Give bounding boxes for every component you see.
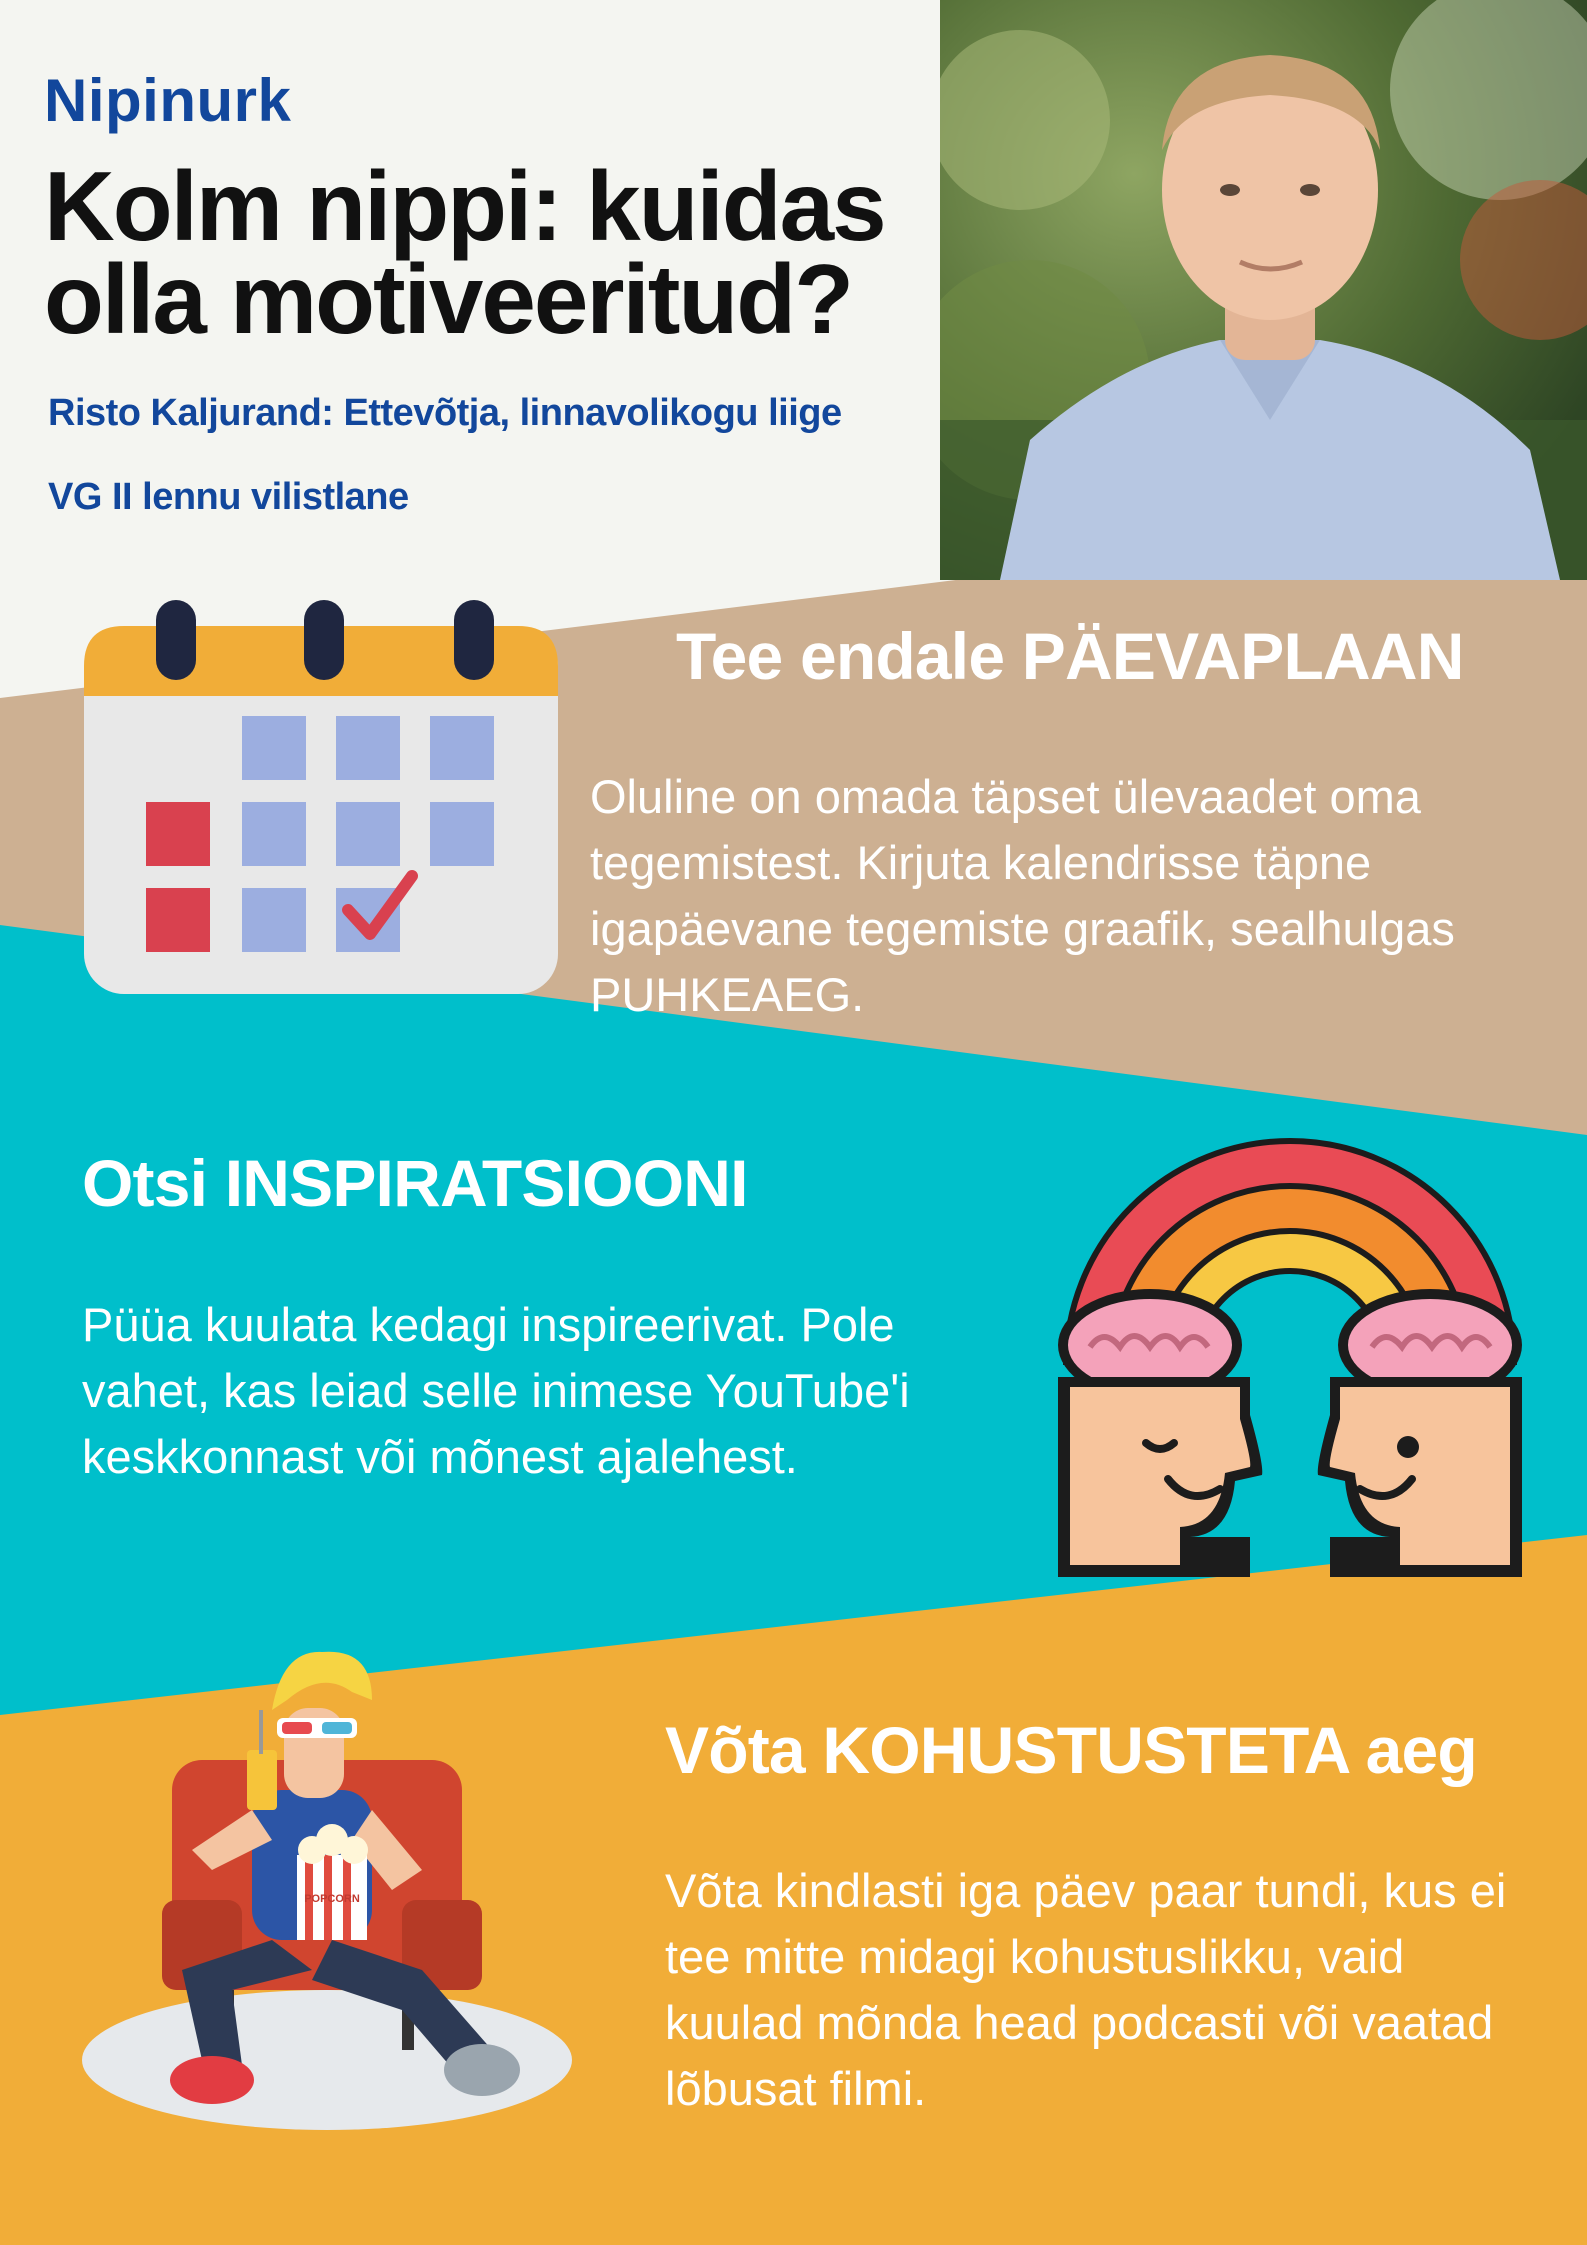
page-title [44,151,944,355]
movie-watcher-illustration [72,1640,592,2135]
tip-2-heading: Otsi INSPIRATSIOONI [82,1146,748,1220]
alumni-line: VG II lennu vilistlane [48,476,409,518]
tip-3-text: Võta kindlasti iga päev paar tundi, kus ei tee mitte midagi kohustuslikku, vaid kuulad mõnda head podcasti või vaatad lõbusat filmi. [665,1864,1507,2115]
section-kicker: Nipinurk [44,67,292,134]
tip-1-text: Oluline on omada täpset ülevaadet oma tegemistest. Kirjuta kalendrisse täpne igapäevane tegemiste graafik, sealhulgas PUHKEAEG. [590,770,1455,1021]
author-line: Risto Kaljurand: Ettevõtja, linnavolikogu liige [48,392,842,434]
rainbow-heads-icon [1050,1115,1530,1585]
popcorn-label: POPCORN [304,1893,360,1905]
portrait-photo [940,0,1587,580]
title-line-2: olla motiveeritud? [44,244,853,355]
calendar-icon [82,598,562,998]
tip-2-text: Püüa kuulata kedagi inspireerivat. Pole vahet, kas leiad selle inimese YouTube'i keskkonnast või mõnest ajalehest. [82,1298,910,1483]
tip-1-heading: Tee endale PÄEVAPLAAN [676,619,1464,693]
tip-3-heading: Võta KOHUSTUSTETA aeg [665,1713,1477,1787]
title-line-1: Kolm nippi: kuidas [44,151,885,261]
